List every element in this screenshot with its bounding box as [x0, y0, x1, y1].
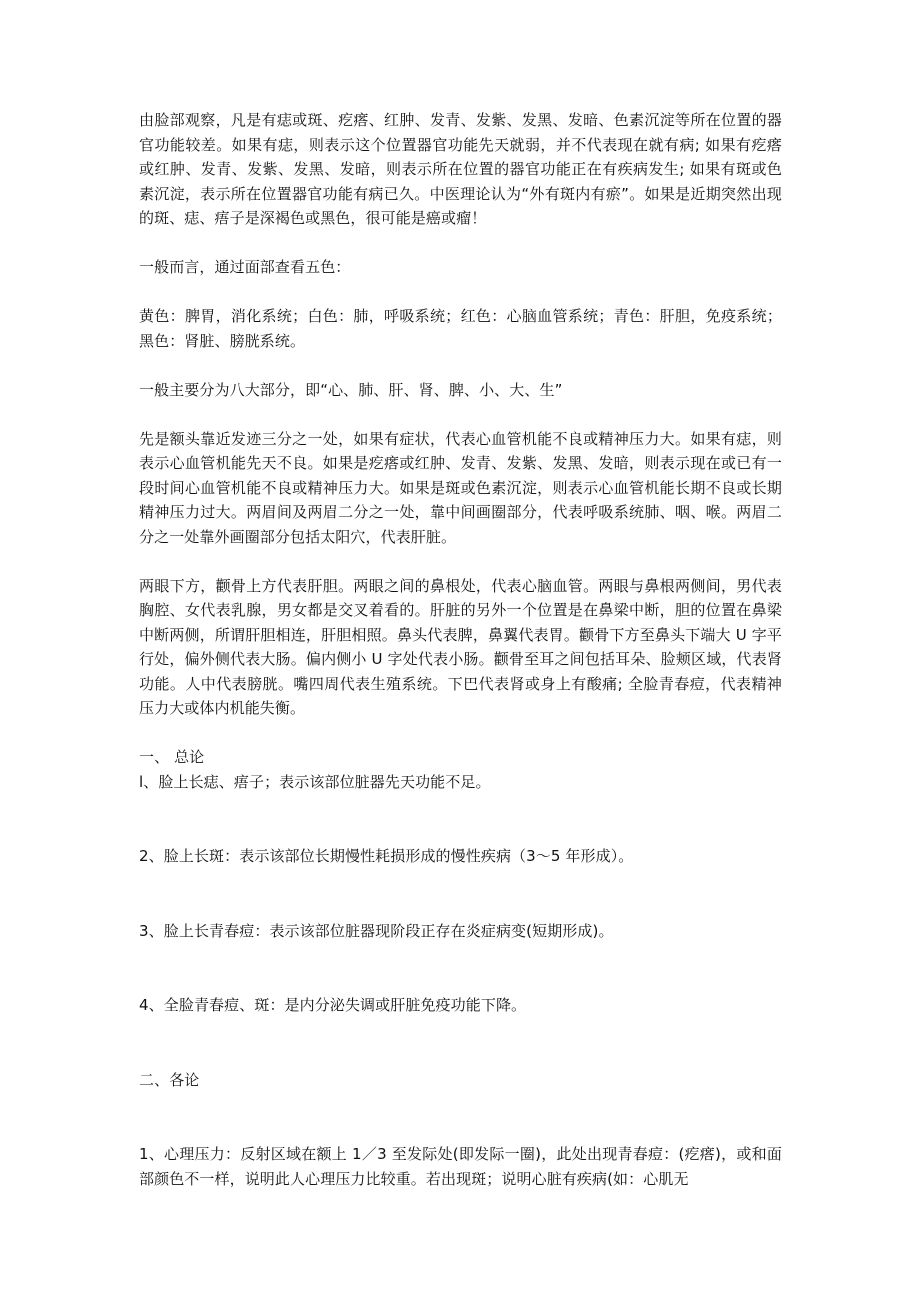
- five-colors-paragraph: 黄色：脾胃，消化系统；白色：肺，呼吸系统；红色：心脑血管系统；青色：肝胆，免疫系统；黑色：肾脏、膀胱系统。: [139, 307, 782, 350]
- eight-parts-paragraph: 一般主要分为八大部分，即“心、肺、肝、肾、脾、小、大、生”: [139, 380, 563, 399]
- section1-item: 2、脸上长斑：表示该部位长期慢性耗损形成的慢性疾病（3～5 年形成）。: [139, 847, 634, 865]
- section2-item: 1、心理压力：反射区域在额上 1／3 至发际处(即发际一圈)，此处出现青春痘：(疙瘩)，或和面部颜色不一样，说明此人心理压力比较重。若出现斑；说明心脏有疾病(如：心肌无: [139, 1145, 782, 1188]
- document-page: [139, 108, 782, 1191]
- section2-heading: 二、各论: [139, 1070, 200, 1089]
- section1-item: 4、全脸青春痘、斑：是内分泌失调或肝脏免疫功能下降。: [139, 996, 527, 1014]
- section1-item: 3、脸上长青春痘：表示该部位脏器现阶段正存在炎症病变(短期形成)。: [139, 921, 614, 940]
- section1-heading: 一、 总论: [139, 748, 205, 766]
- forehead-paragraph: 先是额头靠近发迹三分之一处，如果有症状，代表心血管机能不良或精神压力大。如果有痣，则表示心血管机能先天不良。如果是疙瘩或红肿、发青、发紫、发黑、发暗，则表示现在或已有一段时间心血管机能不良或精神压力大。如果是斑或色素沉淀，则表示心血管机能长期不良或长期精神压力过大。两眉间及两眉二分之一处，靠中间画圈部分，代表呼吸系统肺、咽、喉。两眉二分之一处靠外画圈部分包括太阳穴，代表肝脏。: [139, 429, 782, 546]
- eyes-paragraph: 两眼下方，颧骨上方代表肝胆。两眼之间的鼻根处，代表心脑血管。两眼与鼻根两侧间，男代表胸腔、女代表乳腺，男女都是交叉着看的。肝脏的另外一个位置是在鼻梁中断，胆的位置在鼻梁中断两侧，所谓肝胆相连，肝胆相照。鼻头代表脾，鼻翼代表胃。颧骨下方至鼻头下端大 U 字平行处，偏外侧代表大肠。偏内侧小 U 字处代表小肠。颧骨至耳之间包括耳朵、脸颊区域，代表肾功能。人中代表膀胱。嘴四周代表生殖系统。下巴代表肾或身上有酸痛; 全脸青春痘，代表精神压力大或体内机能失衡。: [139, 576, 782, 717]
- section1-item: l、脸上长痣、痦子；表示该部位脏器先天功能不足。: [139, 772, 491, 791]
- intro-paragraph: 由脸部观察，凡是有痣或斑、疙瘩、红肿、发青、发紫、发黑、发暗、色素沉淀等所在位置的器官功能较差。如果有痣，则表示这个位置器官功能先天就弱，并不代表现在就有病; 如果有疙瘩或红肿、发青、发紫、发黑、发暗，则表示所在位置的器官功能正在有疾病发生; 如果有斑或色素沉淀，表示所在位置器官功能有病已久。中医理论认为“外有斑内有瘀”。如果是近期突然出现的斑、痣、痦子是深褐色或黑色，很可能是癌或瘤！: [139, 111, 782, 227]
- five-colors-intro: 一般而言，通过面部查看五色：: [139, 258, 351, 276]
